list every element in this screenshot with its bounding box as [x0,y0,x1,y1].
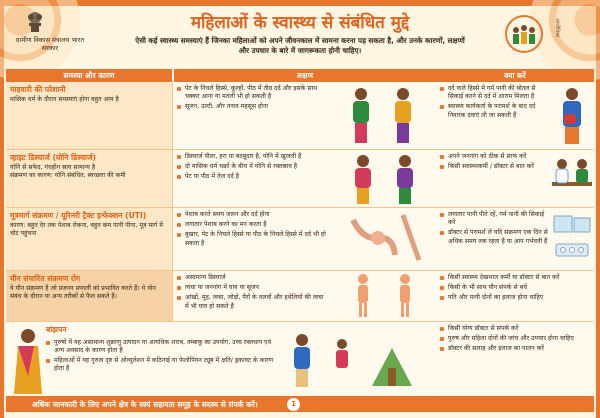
list-item: महिलाओं में यह गुरुत्व दृष्ट से ओव्यूलेशन में कठिनाई या फेलोपियन ट्यूब में क्षति/ ड्रकावट के कारण होता है [46,357,276,373]
list-item: पेट या पीठ में तेज दर्द है [177,173,327,181]
row-title: व्हाइट डिस्चार्ज (योनि डिस्चार्ज) [10,153,96,162]
list-item: पुरुष और महिला दोनों की जांच और उपचार होना चाहिए [440,335,590,343]
family-illustration [282,328,432,390]
table-row [6,82,594,150]
urinary-tract-illustration [333,210,433,268]
cause-cell [6,82,172,149]
row-description-cause: संक्रमण का कारण: योनि संबंधित, स्वच्छता की कमी [10,171,126,179]
doctor-consultation-illustration [550,152,594,206]
woman-in-saree-illustration [8,326,48,396]
list-item: डॉक्टर से परामर्श लें यदि संक्रमण एक दिन से अधिक समय तक रहता है या आप गर्भवती हैं [440,229,552,245]
header-symptoms: लक्षण [173,69,437,82]
todo-cell [436,208,594,270]
todo-cell [436,150,594,207]
row-title: बांझपन [46,325,67,334]
list-item: दो मासिक धर्म चक्रों के बीच में योनि से रक्तस्राव है [177,163,327,171]
top-border [0,0,600,6]
page-number: 1 [287,398,300,411]
page-subtitle: ऐसी कई स्वास्थ्य समस्याएं हैं जिनका महिलाओं को अपने जीवनकाल में सामना करना पड़ सकता है, और उनके कारणों, लक्षणों और उपचार के बारे में जागरूकता होनी चाहिए। [135,36,465,55]
list-item: किसी के भी साथ यौन संपर्क से बचें [440,284,590,292]
list-item: डिस्चार्ज पीला, हरा या बदबूदार है, योनि में खुजली है [177,153,327,161]
cause-cell [6,271,172,321]
hot-water-bottle-illustration [550,84,594,146]
row-description: योनि से सफेद, गंधहीन स्राव सामान्य है [10,163,96,171]
row-description: कारण: बहुत देर तक पेशाब रोकना, बहुत कम पानी पीना, मूत्र मार्ग में चोट पहुंचना [10,221,163,237]
list-item: पति और पत्नी दोनों का इलाज होना चाहिए [440,294,590,302]
row-description: मासिक धर्म के दौरान समस्याएं होना बहुत आम है [10,95,119,103]
symptoms-cell [172,82,437,149]
symptoms-cell [172,208,437,270]
todo-cell [436,271,594,321]
list-item: किसी स्वास्थ्यकर्मी / डॉक्टर से बात करें [440,163,552,171]
row-title: यौन संचारित संक्रमण रोग [10,274,81,283]
row-description: ये यौन संक्रमण हैं जो प्रजनन प्रणाली को प्रभावित करते हैं। ये योन संबंध के दौरान या अन्य तरीकों से फैल सकते हैं। [10,284,156,300]
list-item: स्वास्थ्य कार्यकर्ता के परामर्श के बाद दर्द निवारक दवाएं ली जा सकती हैं [440,103,552,119]
list-item: किसी योग्य डॉक्टर से संपर्क करें [440,325,590,333]
todo-cell [436,322,594,395]
header-todo: क्या करें [436,69,594,82]
list-item: अपने जननांग को ठीक से साफ करें [440,153,552,161]
list-item: लगातार पेशाब करने का मन करता है [177,221,327,229]
list-item: पुरुषों में यह असामान्य शुक्राणु उत्पादन या अत्यधिक शराब, तम्बाकू का उपयोग, उच्च रक्तचाप एवं अन्य अवसाद के कारण होता है [46,339,276,355]
table-row [6,150,594,208]
list-item: डॉक्टर की सलाह और इलाज का पालन करें [440,345,590,353]
aajeevika-logo-icon [498,14,550,54]
symptoms-cell [172,271,437,321]
row-title: माहवारी की परेशानी [10,85,66,94]
list-item: आंखों, मुंह, त्वचा, जोड़ों, पैरों के तलवों और हथेलियों की त्वचा में भी घाव हो सकते हैं [177,294,327,310]
list-item: सूजन, उल्टी, और तनाव महसूस होना [177,103,327,111]
women-with-cramps-illustration [333,84,433,146]
human-body-illustration [333,273,433,319]
cause-cell [6,150,172,207]
list-item: त्वचा या जननांग में घाव या सूजन [177,284,327,292]
list-item: असामान्य डिस्चार्ज [177,274,327,282]
ministry-name: ग्रामीण विकास मंत्रालय भारत सरकार [15,36,85,52]
row-title: मूत्रमार्ग संक्रमण / यूरिनरी ट्रैक्ट इन्फेक्शन (UTI) [10,211,147,220]
header-cause: समस्या और कारण [6,69,172,82]
footer-text: अधिक जानकारी के लिए अपने क्षेत्र के स्वयं सहायता समूह के सदस्य से संपर्क करें। [32,400,258,409]
list-item: बुखार, पेट के निचले हिस्से या पीठ के निचले हिस्से में दर्द भी हो सकता है [177,231,327,247]
list-item: लगातार पानी पीते रहें, गर्म पानी की सिकाई करें [440,211,552,227]
list-item: दर्द वाले हिस्से में गर्म पानी की बोतल से सिकाई करने से दर्द में आराम मिलता है [440,85,552,101]
national-emblem-icon [22,8,48,34]
logo-label: आजीविका [554,18,560,38]
symptoms-cell [172,150,437,207]
list-item: किसी स्वास्थ्य देखभाल कर्मी या डॉक्टर से बात करें [440,274,590,282]
list-item: पेट के निचले हिस्से, कूल्हों, पीठ में तीव्र दर्द और इसके साथ चक्कर आना या मतली भी हो सकती है [177,85,327,101]
table-row [6,271,594,322]
water-glass-pills-illustration [550,210,594,268]
table-row [6,322,594,395]
table-row [6,208,594,271]
todo-cell [436,82,594,149]
cause-cell [6,322,435,395]
list-item: पेशाब करते समय जलन और दर्द होना [177,211,327,219]
women-discomfort-illustration [333,152,433,206]
cause-cell [6,208,172,270]
page-title: महिलाओं के स्वास्थ्य से संबंधित मुद्दे [190,13,410,33]
